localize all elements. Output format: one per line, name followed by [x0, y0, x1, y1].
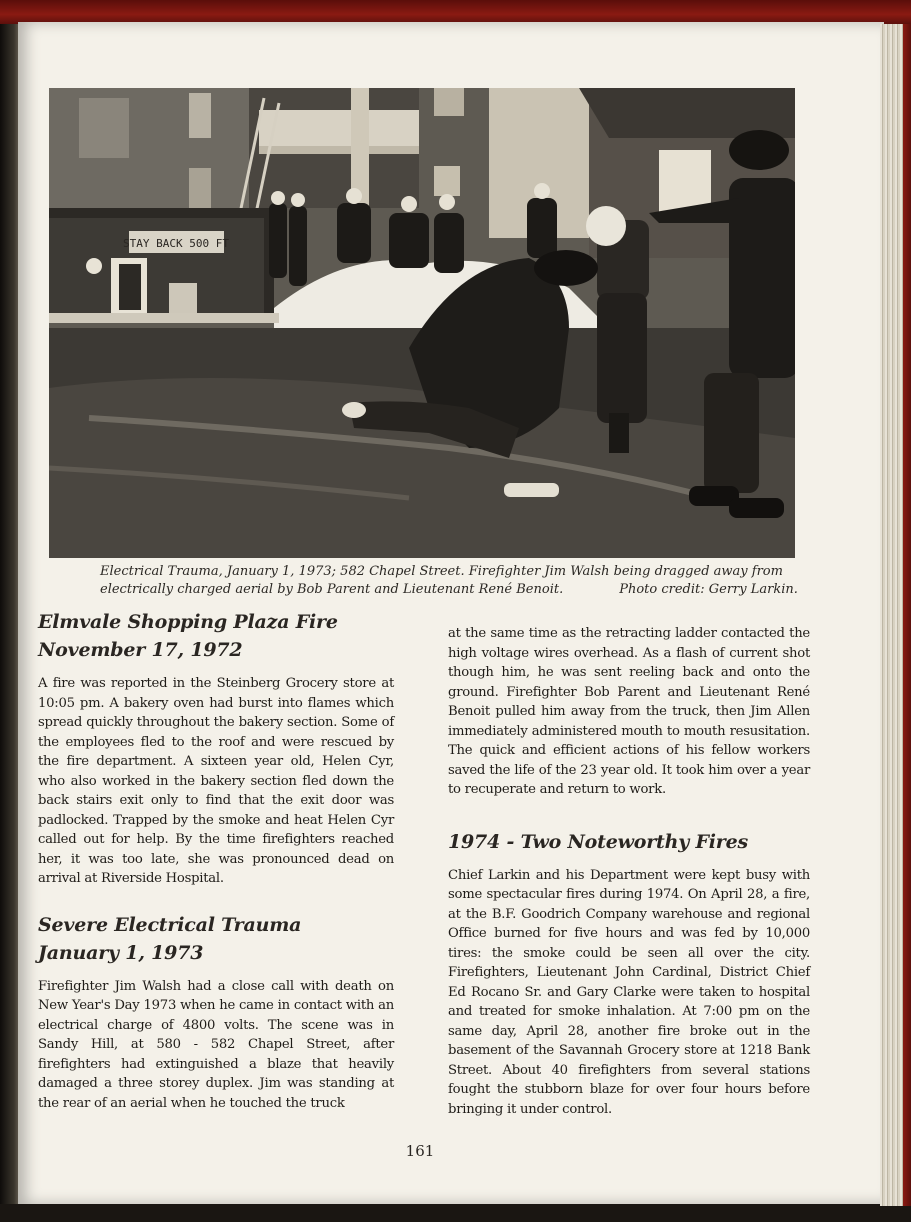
section-body-electrical-trauma-part2: at the same time as the retracting ladder contacted the high voltage wires overhead. As a flash of current shot though him, he was sent reeling back and onto the ground. Firefighter Bob Parent and Lieutenant René Benoit pulled him away from the truck, then Jim Allen immediately administered mouth to mouth resusitation. The quick and efficient actions of his fellow workers saved the life of the 23 year old. It took him over a year to recuperate and return to work.	[448, 626, 810, 797]
right-column	[448, 624, 810, 1119]
section-title-electrical-trauma: Severe Electrical Trauma	[38, 913, 302, 936]
section-title-1974-fires: 1974 - Two Noteworthy Fires	[448, 830, 748, 853]
section-date-elmvale: November 17, 1972	[38, 639, 243, 661]
photo-caption	[100, 563, 800, 599]
page-stack-edge	[880, 24, 911, 1206]
section-body-1974-fires: Chief Larkin and his Department were kept busy with some spectacular fires during 1974. On April 28, a fire, at the B.F. Goodrich Company warehouse and regional Office burned for five hours and was fed by 10,000 tires: the smoke could be seen all over the city. Firefighters, Lieutenant John Cardinal, District Chief Ed Rocano Sr. and Gary Clarke were taken to hospital and treated for smoke inhalation. At 7:00 pm on the same day, April 28, another fire broke out in the basement of the Savannah Grocery store at 1218 Bank Street. About 40 firefighters from several stations fought the stubborn blaze for over four hours before bringing it under control.	[448, 867, 810, 1117]
caption-line-2: electrically charged aerial by Bob Parent and Lieutenant René Benoit.	[100, 582, 564, 597]
left-column	[38, 608, 394, 1113]
photo-illustration	[49, 88, 795, 558]
section-title-elmvale: Elmvale Shopping Plaza Fire	[38, 611, 338, 633]
book-binding-top	[0, 0, 911, 24]
truck-sign-text: STAY BACK 500 FT	[123, 237, 229, 250]
photo-credit: Photo credit: Gerry Larkin.	[619, 582, 798, 597]
caption-line-1: Electrical Trauma, January 1, 1973; 582 Chapel Street. Firefighter Jim Walsh being dragged away from	[100, 564, 783, 579]
section-date-electrical-trauma: January 1, 1973	[38, 941, 204, 964]
page-number: 161	[405, 1142, 435, 1160]
news-photo	[49, 88, 795, 558]
section-body-electrical-trauma-part1: Firefighter Jim Walsh had a close call with death on New Year's Day 1973 when he came in contact with an electrical charge of 4800 volts. The scene was in Sandy Hill, at 580 - 582 Chapel Street, after firefighters had extinguished a blaze that heavily damaged a three storey duplex. Jim was standing at the rear of an aerial when he touched the truck	[38, 978, 394, 1111]
book-gutter-left	[0, 24, 20, 1204]
section-body-elmvale: A fire was reported in the Steinberg Grocery store at 10:05 pm. A bakery oven had burst into flames which spread quickly throughout the bakery section. Some of the employees fled to the roof and were rescued by the fire department. A sixteen year old, Helen Cyr, who also worked in the bakery section fled down the back stairs exit only to find that the exit door was padlocked. Trapped by the smoke and heat Helen Cyr called out for help. By the time firefighters reached her, it was too late, she was pronounced dead on arrival at Riverside Hospital.	[38, 676, 394, 886]
